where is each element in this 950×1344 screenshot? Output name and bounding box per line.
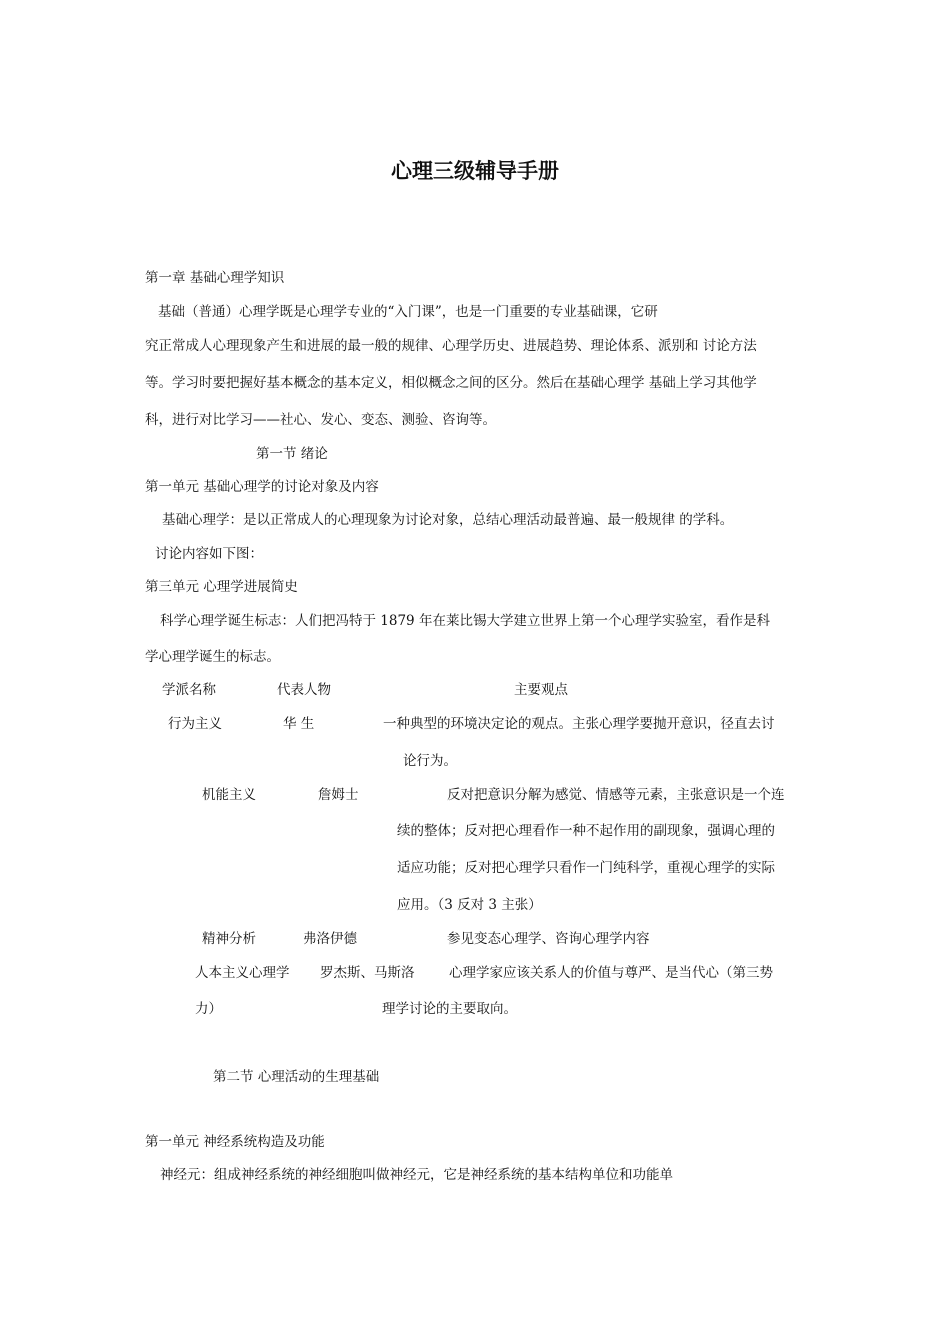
table-cell-view: 反对把意识分解为感觉、情感等元素，主张意识是一个连 — [447, 787, 785, 803]
section-heading: 第一节 绪论 — [256, 446, 328, 462]
table-cell-school: 精神分析 — [202, 931, 256, 947]
table-cell-person: 弗洛伊德 — [303, 931, 357, 947]
intro-line: 究正常成人心理现象产生和进展的最一般的规律、心理学历史、进展趋势、理论体系、派别和 讨论方法 — [145, 338, 757, 354]
chapter-heading: 第一章 基础心理学知识 — [145, 270, 285, 286]
history-paragraph-line: 科学心理学诞生标志：人们把冯特于 1879 年在莱比锡大学建立世界上第一个心理学实验室，看作是科 — [160, 613, 770, 629]
content-note: 讨论内容如下图： — [155, 546, 263, 562]
intro-line: 等。学习时要把握好基本概念的基本定义，相似概念之间的区分。然后在基础心理学 基础上学习其他学 — [145, 375, 757, 391]
page-title: 心理三级辅导手册 — [391, 159, 559, 183]
table-header-view: 主要观点 — [514, 682, 568, 698]
table-cell-school: 行为主义 — [168, 716, 222, 732]
table-cell-view: 参见变态心理学、咨询心理学内容 — [447, 931, 650, 947]
table-cell-view: 应用。（3 反对 3 主张） — [397, 897, 542, 913]
table-header-school: 学派名称 — [162, 682, 216, 698]
table-cell-view: 一种典型的环境决定论的观点。主张心理学要抛开意识，径直去讨 — [383, 716, 775, 732]
table-cell-school: 人本主义心理学 — [195, 965, 290, 981]
table-cell-school: 力） — [195, 1001, 222, 1017]
table-cell-person: 华 生 — [283, 716, 315, 732]
table-header-person: 代表人物 — [277, 682, 331, 698]
section-heading: 第二节 心理活动的生理基础 — [213, 1069, 380, 1085]
table-cell-view: 续的整体；反对把心理看作一种不起作用的副现象，强调心理的 — [397, 823, 775, 839]
table-cell-person: 罗杰斯、马斯洛 — [320, 965, 415, 981]
table-cell-view: 适应功能；反对把心理学只看作一门纯科学，重视心理学的实际 — [397, 860, 775, 876]
intro-line: 基础（普通）心理学既是心理学专业的“入门课”，也是一门重要的专业基础课，它研 — [158, 304, 658, 320]
unit-heading: 第三单元 心理学进展简史 — [145, 579, 298, 595]
table-cell-view: 论行为。 — [403, 753, 457, 769]
neuron-paragraph: 神经元：组成神经系统的神经细胞叫做神经元，它是神经系统的基本结构单位和功能单 — [160, 1167, 673, 1183]
unit-heading: 第一单元 基础心理学的讨论对象及内容 — [145, 479, 379, 495]
definition-paragraph: 基础心理学：是以正常成人的心理现象为讨论对象，总结心理活动最普遍、最一般规律 的学科。 — [162, 512, 734, 528]
table-cell-school: 机能主义 — [202, 787, 256, 803]
table-cell-person: 詹姆士 — [318, 787, 359, 803]
history-paragraph-line: 学心理学诞生的标志。 — [145, 649, 280, 665]
table-cell-view: 心理学家应该关系人的价值与尊严、是当代心（第三势 — [449, 965, 773, 981]
intro-line: 科，进行对比学习——社心、发心、变态、测验、咨询等。 — [145, 412, 496, 428]
table-cell-view: 理学讨论的主要取向。 — [382, 1001, 517, 1017]
unit-heading: 第一单元 神经系统构造及功能 — [145, 1134, 325, 1150]
